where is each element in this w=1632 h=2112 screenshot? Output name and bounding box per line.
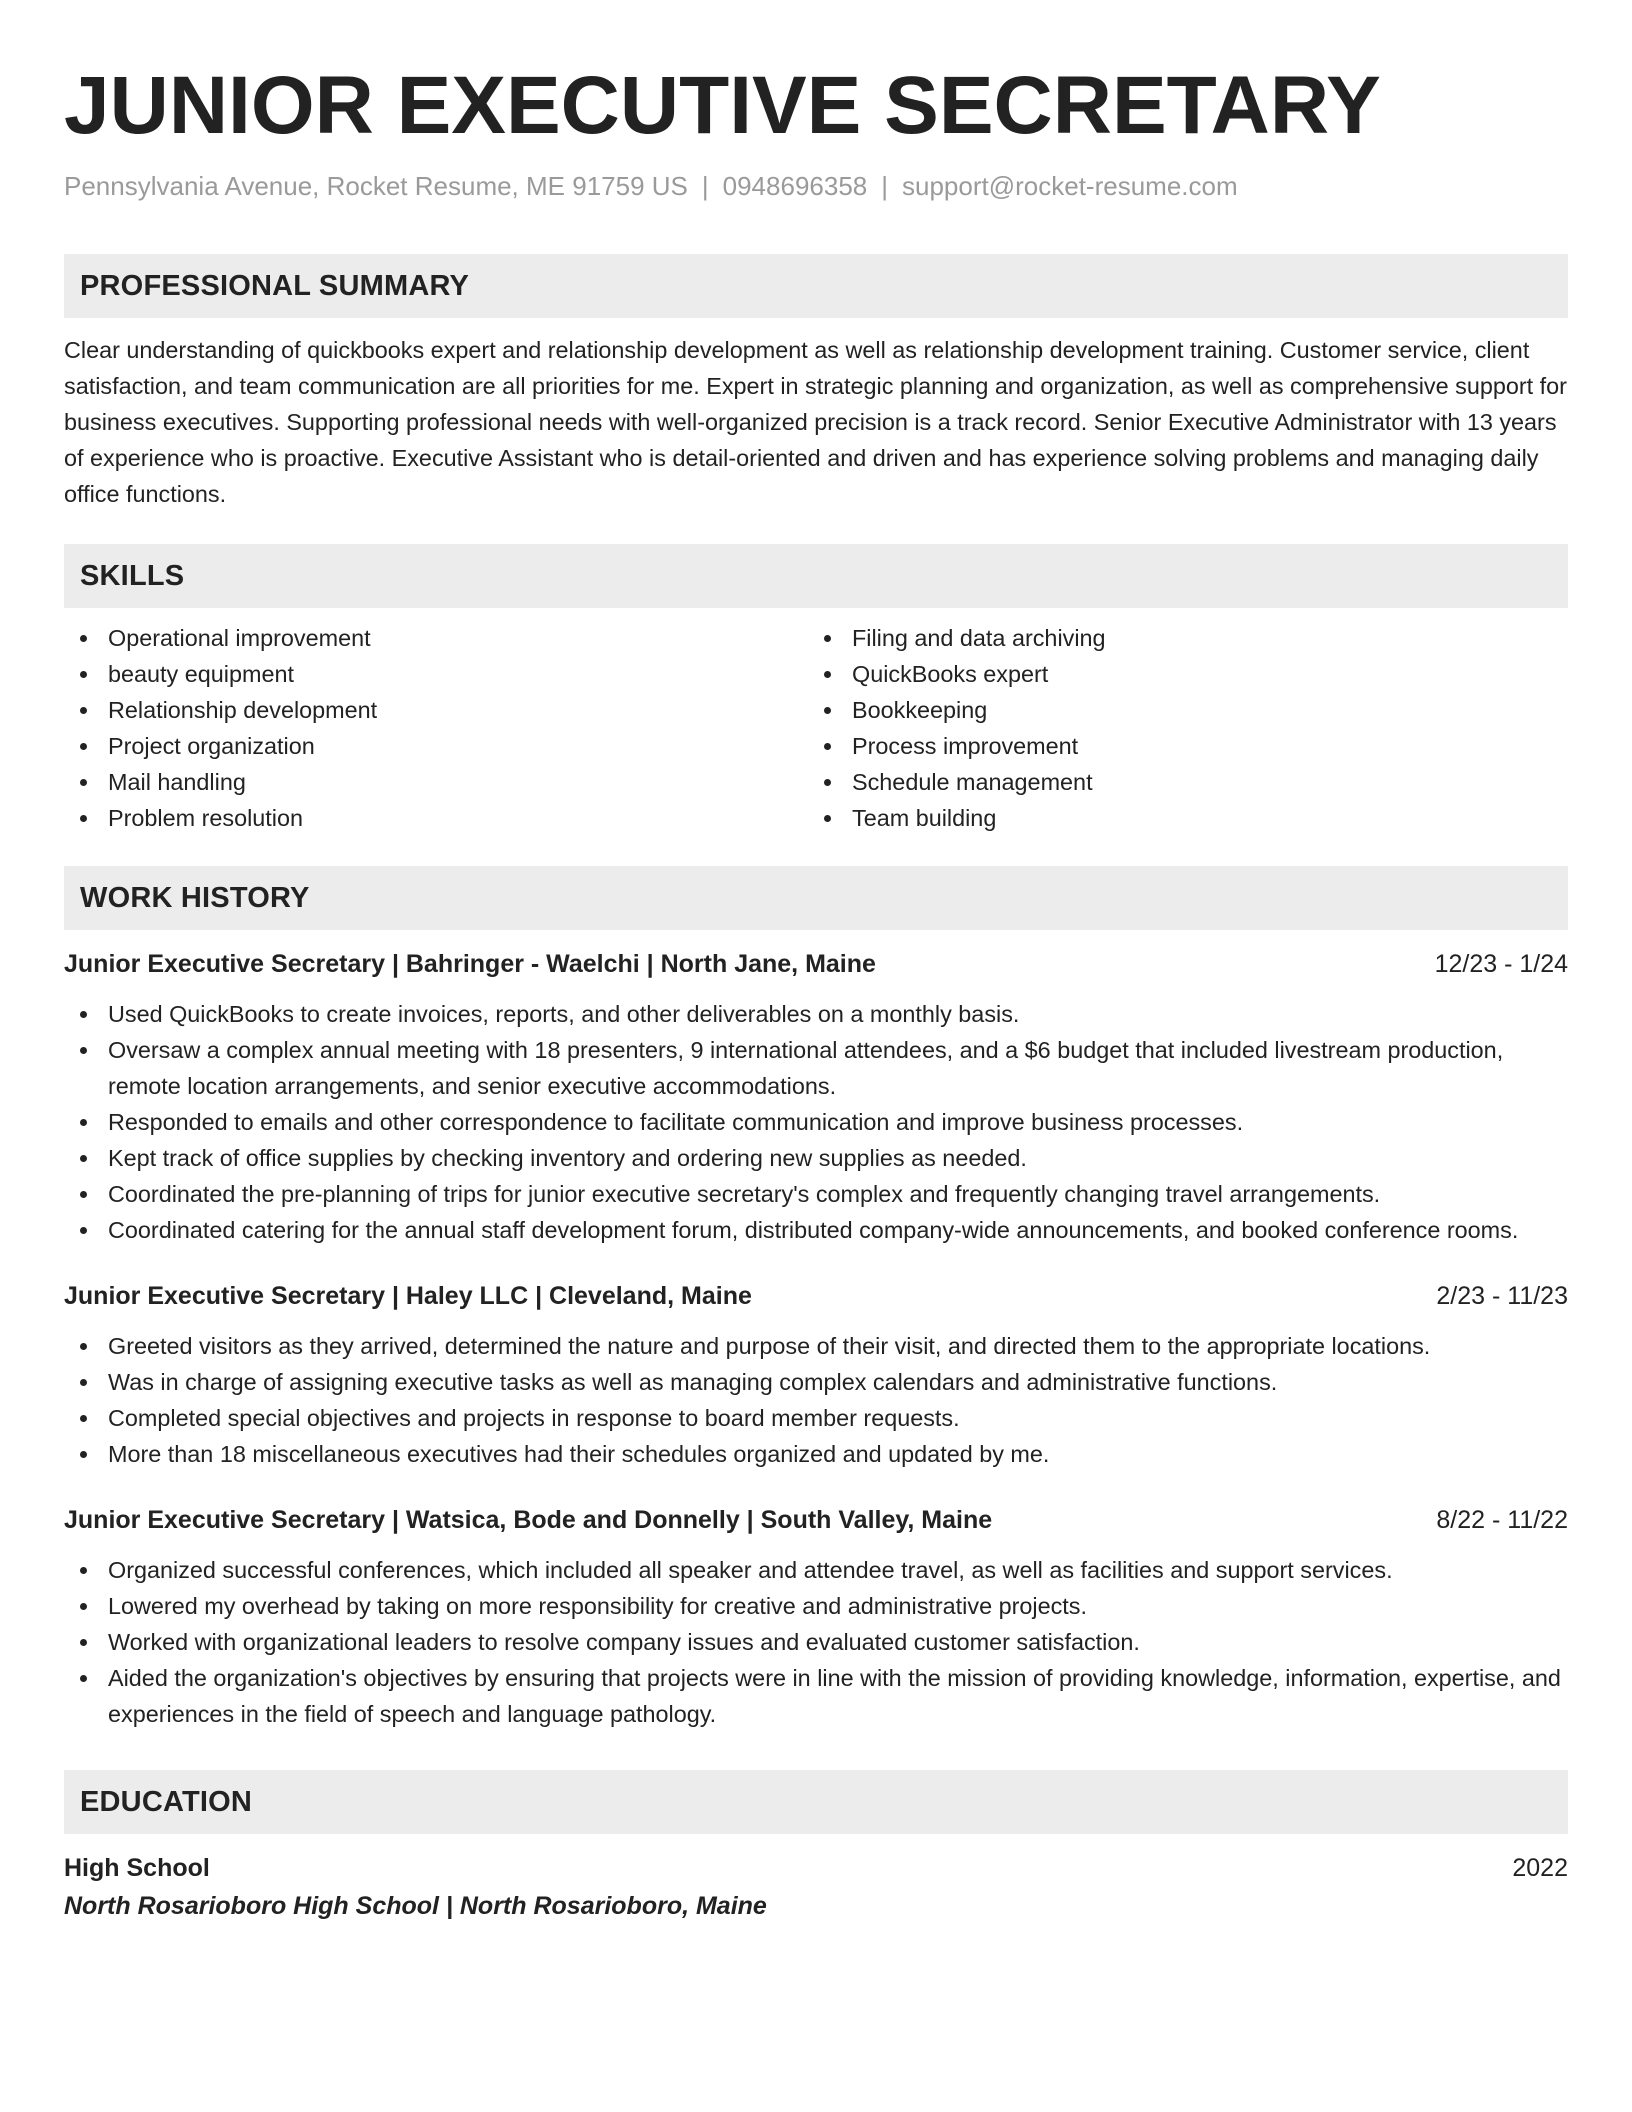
work-history-heading: WORK HISTORY xyxy=(64,866,1568,930)
job-title: Junior Executive Secretary | Bahringer - Waelchi | North Jane, Maine xyxy=(64,950,876,978)
contact-address: Pennsylvania Avenue, Rocket Resume, ME 91759 US xyxy=(64,171,688,201)
job-bullet: Responded to emails and other correspondence to facilitate communication and improve business processes. xyxy=(64,1104,1568,1140)
job-bullet: Was in charge of assigning executive tasks as well as managing complex calendars and administrative functions. xyxy=(64,1364,1568,1400)
job-bullet: Kept track of office supplies by checking inventory and ordering new supplies as needed. xyxy=(64,1140,1568,1176)
skill-item: Mail handling xyxy=(64,764,808,800)
job-bullet: Coordinated catering for the annual staff development forum, distributed company-wide announcements, and booked conference rooms. xyxy=(64,1212,1568,1248)
skill-item: Process improvement xyxy=(808,728,1552,764)
skill-item: Bookkeeping xyxy=(808,692,1552,728)
education-header xyxy=(64,1850,1568,1886)
contact-separator: | xyxy=(701,171,709,201)
resume-name: JUNIOR EXECUTIVE SECRETARY xyxy=(64,60,1381,151)
skill-item: beauty equipment xyxy=(64,656,808,692)
job-header xyxy=(64,946,1568,982)
contact-phone: 0948696358 xyxy=(722,171,868,201)
skills-grid xyxy=(64,620,1568,836)
job-bullet: Organized successful conferences, which included all speaker and attendee travel, as well as facilities and support services. xyxy=(64,1552,1568,1588)
skill-item: QuickBooks expert xyxy=(808,656,1552,692)
education-school: North Rosarioboro High School | North Rosarioboro, Maine xyxy=(64,1892,767,1920)
skills-heading: SKILLS xyxy=(64,544,1568,608)
job-bullet: Worked with organizational leaders to resolve company issues and evaluated customer satisfaction. xyxy=(64,1624,1568,1660)
skill-item: Filing and data archiving xyxy=(808,620,1552,656)
job-bullet: Lowered my overhead by taking on more responsibility for creative and administrative projects. xyxy=(64,1588,1568,1624)
skill-item: Operational improvement xyxy=(64,620,808,656)
job-dates: 2/23 - 11/23 xyxy=(1436,1282,1568,1310)
job-bullet: More than 18 miscellaneous executives had their schedules organized and updated by me. xyxy=(64,1436,1568,1472)
contact-email: support@rocket-resume.com xyxy=(902,171,1238,201)
job-bullet: Oversaw a complex annual meeting with 18 presenters, 9 international attendees, and a $6 budget that included livestream production, remote location arrangements, and senior executive accommodations. xyxy=(64,1032,1568,1104)
job-bullet: Coordinated the pre-planning of trips for junior executive secretary's complex and frequently changing travel arrangements. xyxy=(64,1176,1568,1212)
contact-separator: | xyxy=(881,171,889,201)
summary-text: Clear understanding of quickbooks expert and relationship development as well as relationship development training. Customer service, client satisfaction, and team communication are all priorities for me. Expert in strategic planning and organization, as well as comprehensive support for business executives. Supporting professional needs with well-organized precision is a track record. Senior Executive Administrator with 13 years of experience who is proactive. Executive Assistant who is detail-oriented and driven and has experience solving problems and managing daily office functions. xyxy=(64,337,1567,507)
education-year: 2022 xyxy=(1512,1854,1568,1882)
job-bullets xyxy=(64,1552,1568,1732)
job-bullet: Greeted visitors as they arrived, determined the nature and purpose of their visit, and directed them to the appropriate locations. xyxy=(64,1328,1568,1364)
skill-item: Team building xyxy=(808,800,1552,836)
skill-item: Relationship development xyxy=(64,692,808,728)
job-header xyxy=(64,1278,1568,1314)
job-bullets xyxy=(64,996,1568,1248)
skills-column-right xyxy=(808,620,1552,836)
job-title: Junior Executive Secretary | Haley LLC | Cleveland, Maine xyxy=(64,1282,752,1310)
skills-column-left xyxy=(64,620,808,836)
job-title: Junior Executive Secretary | Watsica, Bode and Donnelly | South Valley, Maine xyxy=(64,1506,993,1534)
contact-line xyxy=(64,168,1568,204)
education-entry xyxy=(64,1850,1568,1924)
job-bullet: Aided the organization's objectives by ensuring that projects were in line with the mission of providing knowledge, information, expertise, and experiences in the field of speech and language pathology. xyxy=(64,1660,1568,1732)
job-entry xyxy=(64,946,1568,1248)
skill-item: Problem resolution xyxy=(64,800,808,836)
job-entry xyxy=(64,1278,1568,1472)
job-bullet: Used QuickBooks to create invoices, reports, and other deliverables on a monthly basis. xyxy=(64,996,1568,1032)
job-entry xyxy=(64,1502,1568,1732)
job-dates: 8/22 - 11/22 xyxy=(1436,1506,1568,1534)
skill-item: Project organization xyxy=(64,728,808,764)
job-bullets xyxy=(64,1328,1568,1472)
job-bullet: Completed special objectives and projects in response to board member requests. xyxy=(64,1400,1568,1436)
skill-item: Schedule management xyxy=(808,764,1552,800)
education-heading: EDUCATION xyxy=(64,1770,1568,1834)
job-header xyxy=(64,1502,1568,1538)
summary-heading: PROFESSIONAL SUMMARY xyxy=(64,254,1568,318)
education-degree: High School xyxy=(64,1854,210,1882)
job-dates: 12/23 - 1/24 xyxy=(1434,950,1568,978)
